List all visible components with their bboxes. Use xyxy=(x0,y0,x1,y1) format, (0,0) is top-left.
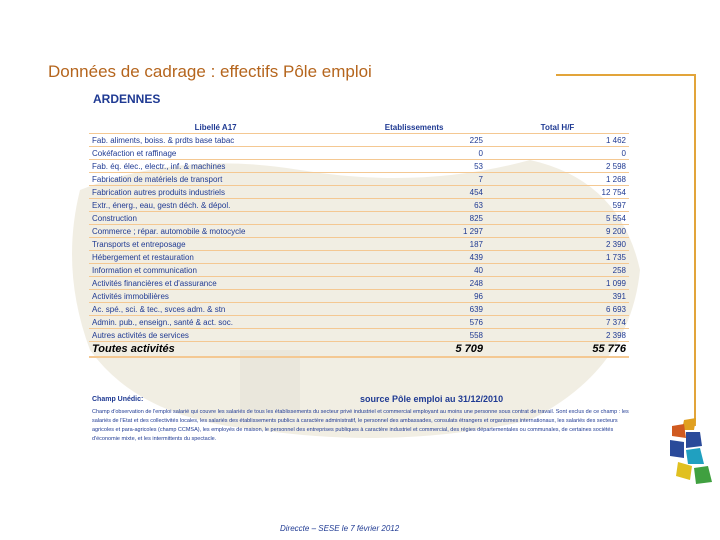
row-etablissements: 187 xyxy=(342,238,486,251)
table-row xyxy=(89,199,629,212)
row-total: 6 693 xyxy=(486,303,629,316)
row-etablissements: 825 xyxy=(342,212,486,225)
row-total: 1 268 xyxy=(486,173,629,186)
table-total-row xyxy=(89,342,629,358)
table-row xyxy=(89,290,629,303)
row-libelle: Transports et entreposage xyxy=(89,238,342,251)
effectifs-table xyxy=(89,121,629,358)
accent-rule-horizontal xyxy=(556,74,696,76)
header-etablissements: Etablissements xyxy=(342,121,486,134)
champ-label: Champ Unédic: xyxy=(92,396,144,403)
row-total: 258 xyxy=(486,264,629,277)
row-total: 0 xyxy=(486,147,629,160)
row-etablissements: 454 xyxy=(342,186,486,199)
row-libelle: Activités immobilières xyxy=(89,290,342,303)
row-libelle: Admin. pub., enseign., santé & act. soc. xyxy=(89,316,342,329)
row-etablissements: 576 xyxy=(342,316,486,329)
source-note: source Pôle emploi au 31/12/2010 xyxy=(360,394,504,404)
header-total: Total H/F xyxy=(486,121,629,134)
row-total: 1 735 xyxy=(486,251,629,264)
table-row xyxy=(89,264,629,277)
table-row xyxy=(89,277,629,290)
table-header-row xyxy=(89,121,629,134)
row-libelle: Fabrication de matériels de transport xyxy=(89,173,342,186)
row-libelle: Hébergement et restauration xyxy=(89,251,342,264)
region-logo-icon xyxy=(664,418,716,500)
row-libelle: Commerce ; répar. automobile & motocycle xyxy=(89,225,342,238)
row-total: 5 554 xyxy=(486,212,629,225)
row-libelle: Information et communication xyxy=(89,264,342,277)
table-row xyxy=(89,160,629,173)
table-row xyxy=(89,147,629,160)
row-total: 2 598 xyxy=(486,160,629,173)
row-etablissements: 7 xyxy=(342,173,486,186)
table-row xyxy=(89,316,629,329)
row-libelle: Extr., énerg., eau, gestn déch. & dépol. xyxy=(89,199,342,212)
page-title: Données de cadrage : effectifs Pôle emploi xyxy=(48,62,372,81)
table-row xyxy=(89,134,629,147)
row-libelle: Construction xyxy=(89,212,342,225)
total-effectifs: 55 776 xyxy=(486,342,629,358)
table-row xyxy=(89,173,629,186)
row-libelle: Fabrication autres produits industriels xyxy=(89,186,342,199)
row-libelle: Ac. spé., sci. & tec., svces adm. & stn xyxy=(89,303,342,316)
table-row xyxy=(89,225,629,238)
row-etablissements: 40 xyxy=(342,264,486,277)
row-etablissements: 558 xyxy=(342,329,486,342)
total-etablissements: 5 709 xyxy=(342,342,486,358)
row-total: 1 462 xyxy=(486,134,629,147)
row-total: 2 398 xyxy=(486,329,629,342)
row-libelle: Autres activités de services xyxy=(89,329,342,342)
table-row xyxy=(89,251,629,264)
row-etablissements: 225 xyxy=(342,134,486,147)
footer-credit: Direccte – SESE le 7 février 2012 xyxy=(280,524,400,533)
row-libelle: Fab. éq. élec., electr., inf. & machines xyxy=(89,160,342,173)
table-row xyxy=(89,186,629,199)
row-total: 597 xyxy=(486,199,629,212)
row-total: 12 754 xyxy=(486,186,629,199)
row-etablissements: 248 xyxy=(342,277,486,290)
row-libelle: Activités financières et d'assurance xyxy=(89,277,342,290)
row-total: 2 390 xyxy=(486,238,629,251)
row-etablissements: 0 xyxy=(342,147,486,160)
row-total: 391 xyxy=(486,290,629,303)
row-etablissements: 1 297 xyxy=(342,225,486,238)
row-etablissements: 63 xyxy=(342,199,486,212)
row-etablissements: 439 xyxy=(342,251,486,264)
accent-rule-vertical xyxy=(694,74,696,426)
table-row xyxy=(89,238,629,251)
table-row xyxy=(89,303,629,316)
region-heading: ARDENNES xyxy=(93,92,161,106)
row-total: 9 200 xyxy=(486,225,629,238)
header-libelle: Libellé A17 xyxy=(89,121,342,134)
champ-description: Champ d'observation de l'emploi salarié qui couvre les salariés de tous les établissements du secteur privé industriel et commercial employant au moins une personne sous contrat de travail. Sont exclus de ce champ : les salariés de l'Etat et des collectivités locales, les salariés des établissements publics à caractère administratif, le personnel des ambassades, consulats étrangers et organismes internationaux, les salariés des secteurs agricoles et para-agricoles (champ CCMSA), les employés de maison, le personnel des entreprises publiques à caractère industriel et commercial, des régies départementales ou communales, de certaines sociétés d'économie mixte, et les intermittents du spectacle. xyxy=(92,409,629,442)
total-label: Toutes activités xyxy=(89,342,342,358)
row-libelle: Cokéfaction et raffinage xyxy=(89,147,342,160)
table-row xyxy=(89,329,629,342)
row-etablissements: 96 xyxy=(342,290,486,303)
row-etablissements: 53 xyxy=(342,160,486,173)
row-etablissements: 639 xyxy=(342,303,486,316)
table-row xyxy=(89,212,629,225)
row-total: 1 099 xyxy=(486,277,629,290)
row-total: 7 374 xyxy=(486,316,629,329)
row-libelle: Fab. aliments, boiss. & prdts base tabac xyxy=(89,134,342,147)
